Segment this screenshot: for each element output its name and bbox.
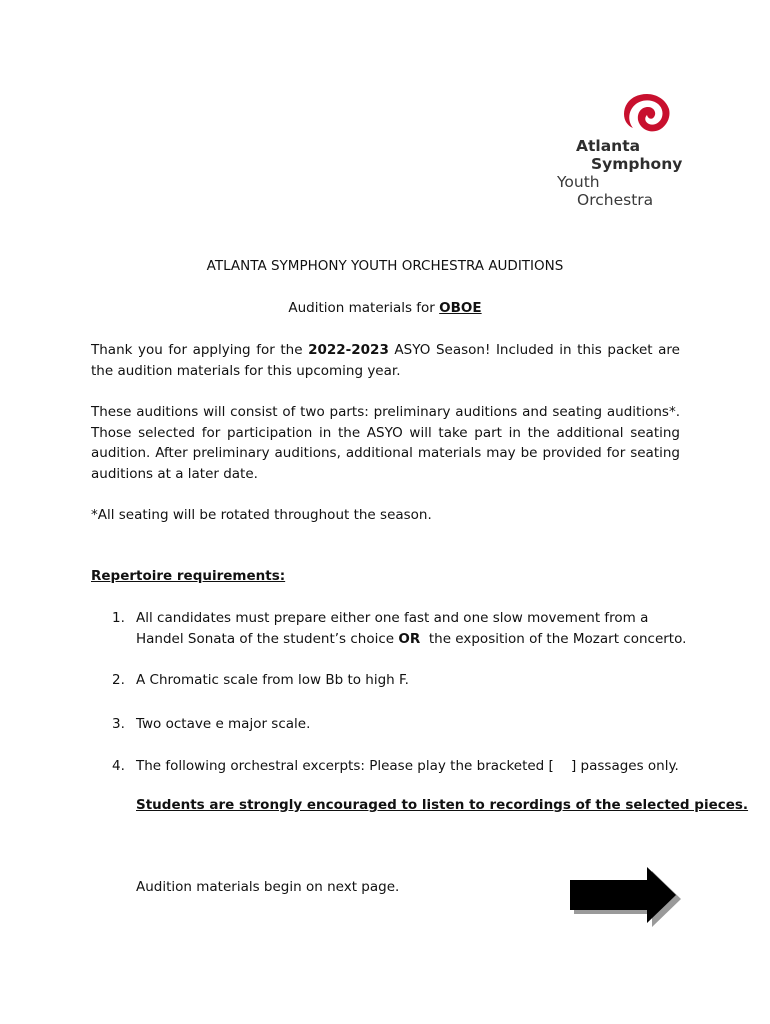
asyo-swirl-logo-icon	[623, 92, 671, 136]
item-emphasis: OR	[398, 630, 421, 647]
repertoire-item	[112, 714, 687, 735]
intro-after: ASYO Season! Included in this packet are the audition materials for this upcoming year.	[91, 342, 680, 379]
document-subheading	[0, 300, 770, 316]
listen-note: Students are strongly encouraged to listen to recordings of the selected pieces.	[136, 797, 749, 813]
intro-paragraph	[91, 340, 680, 381]
audition-parts-paragraph: These auditions will consist of two parts: preliminary auditions and seating auditions*. Those selected for participation in the ASYO will take part in the additional seating audition. After preliminary auditions, additional materials may be provided for seating auditions at a later date.	[91, 404, 680, 482]
asyo-logo	[555, 92, 695, 212]
item-text-before: All candidates must prepare either one fast and one slow movement from a Handel Sonata of the student’s choice	[136, 610, 649, 647]
subheading-prefix: Audition materials for	[288, 300, 440, 316]
document-heading: ATLANTA SYMPHONY YOUTH ORCHESTRA AUDITIONS	[206, 258, 564, 274]
next-page-text: Audition materials begin on next page.	[136, 879, 400, 895]
item-number: 4.	[112, 758, 125, 774]
right-arrow-icon	[567, 866, 681, 928]
item-text	[136, 608, 687, 649]
item-number: 2.	[112, 672, 125, 688]
logo-text-symphony: Symphony	[591, 155, 683, 173]
logo-text-youth: Youth	[557, 173, 600, 191]
logo-text-orchestra: Orchestra	[577, 191, 654, 209]
item-text: The following orchestral excerpts: Please play the bracketed [ ] passages only.	[136, 758, 679, 774]
repertoire-item	[112, 756, 687, 777]
repertoire-title: Repertoire requirements:	[91, 568, 286, 584]
item-text: A Chromatic scale from low Bb to high F.	[136, 672, 409, 688]
item-number: 1.	[112, 610, 125, 626]
repertoire-item	[112, 608, 687, 649]
item-text-after: the exposition of the Mozart concerto.	[420, 630, 687, 647]
item-text: Two octave e major scale.	[136, 716, 311, 732]
repertoire-item	[112, 670, 687, 691]
season-years: 2022-2023	[308, 342, 389, 358]
intro-before: Thank you for applying for the	[91, 342, 309, 358]
instrument-name: OBOE	[439, 300, 482, 316]
logo-text-atlanta: Atlanta	[576, 137, 641, 155]
item-number: 3.	[112, 716, 125, 732]
seating-note: *All seating will be rotated throughout the season.	[91, 507, 432, 523]
